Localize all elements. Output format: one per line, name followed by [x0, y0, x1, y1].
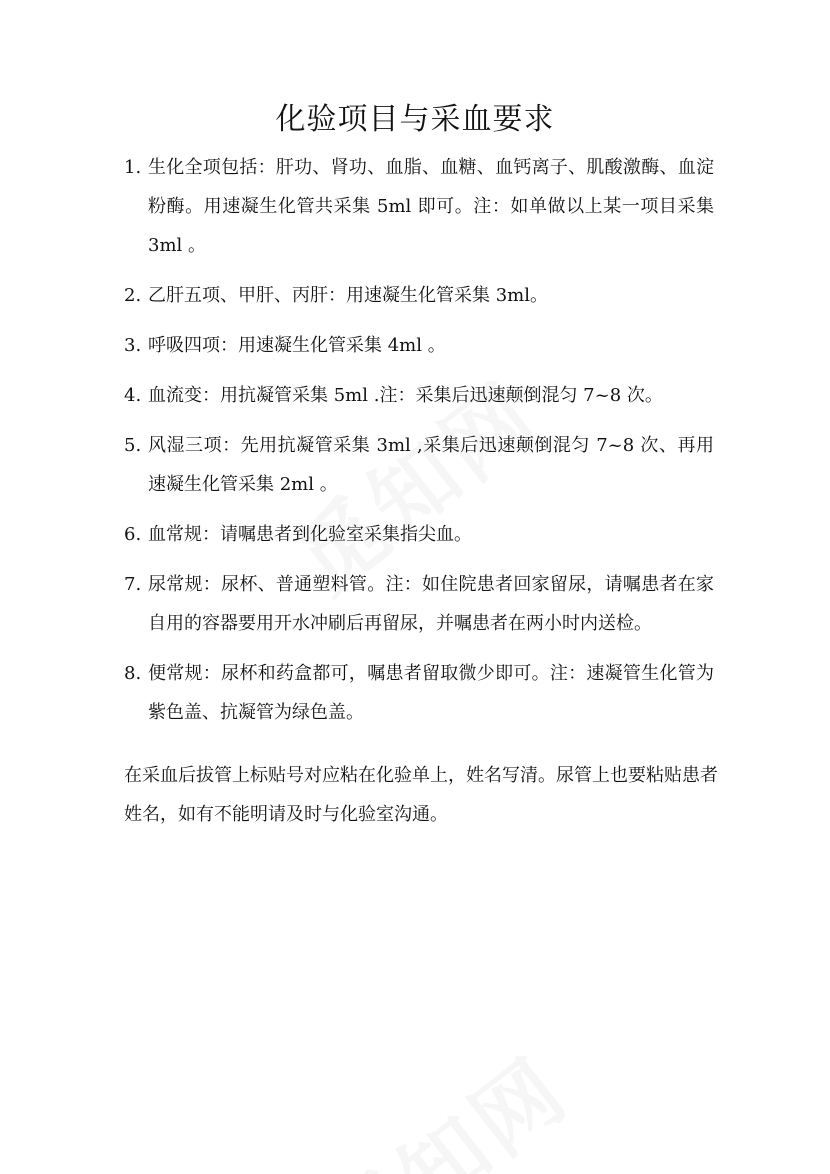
item-text: 呼吸四项：用速凝生化管采集 4ml 。	[148, 335, 446, 356]
item-number: 5.	[124, 435, 142, 456]
item-text: 乙肝五项、甲肝、丙肝：用速凝生化管采集 3ml。	[148, 285, 548, 306]
item-text: 血流变：用抗凝管采集 5ml .注：采集后迅速颠倒混匀 7~8 次。	[148, 385, 663, 406]
item-number: 2.	[124, 285, 142, 306]
list-item	[124, 276, 714, 315]
item-number: 1.	[124, 157, 142, 178]
list-item	[124, 426, 714, 504]
item-text: 尿常规：尿杯、普通塑料管。注：如住院患者回家留尿，请嘱患者在家自用的容器要用开水冲刷后再留尿，并嘱患者在两小时内送检。	[148, 574, 714, 634]
page-title: 化验项目与采血要求	[275, 102, 555, 137]
item-number: 3.	[124, 335, 142, 356]
list-item	[124, 326, 714, 365]
item-text: 血常规：请嘱患者到化验室采集指尖血。	[148, 524, 472, 545]
list-item	[124, 565, 714, 643]
list-item	[124, 148, 714, 265]
requirements-list	[124, 148, 714, 743]
watermark	[296, 1023, 590, 1174]
item-number: 4.	[124, 385, 142, 406]
item-number: 8.	[124, 663, 142, 684]
item-text: 生化全项包括：肝功、肾功、血脂、血糖、血钙离子、肌酸激酶、血淀粉酶。用速凝生化管共采集 5ml 即可。注：如单做以上某一项目采集 3ml 。	[148, 157, 714, 256]
item-number: 7.	[124, 574, 142, 595]
item-text: 便常规：尿杯和药盒都可，嘱患者留取微少即可。注：速凝管生化管为紫色盖、抗凝管为绿色盖。	[148, 663, 714, 723]
list-item	[124, 376, 714, 415]
item-text: 风湿三项：先用抗凝管采集 3ml ,采集后迅速颠倒混匀 7~8 次、再用速凝生化管采集 2ml 。	[148, 435, 714, 495]
list-item	[124, 515, 714, 554]
footer-note: 在采血后拔管上标贴号对应粘在化验单上，姓名写清。尿管上也要粘贴患者姓名，如有不能明请及时与化验室沟通。	[124, 765, 718, 825]
item-number: 6.	[124, 524, 142, 545]
list-item	[124, 654, 714, 732]
